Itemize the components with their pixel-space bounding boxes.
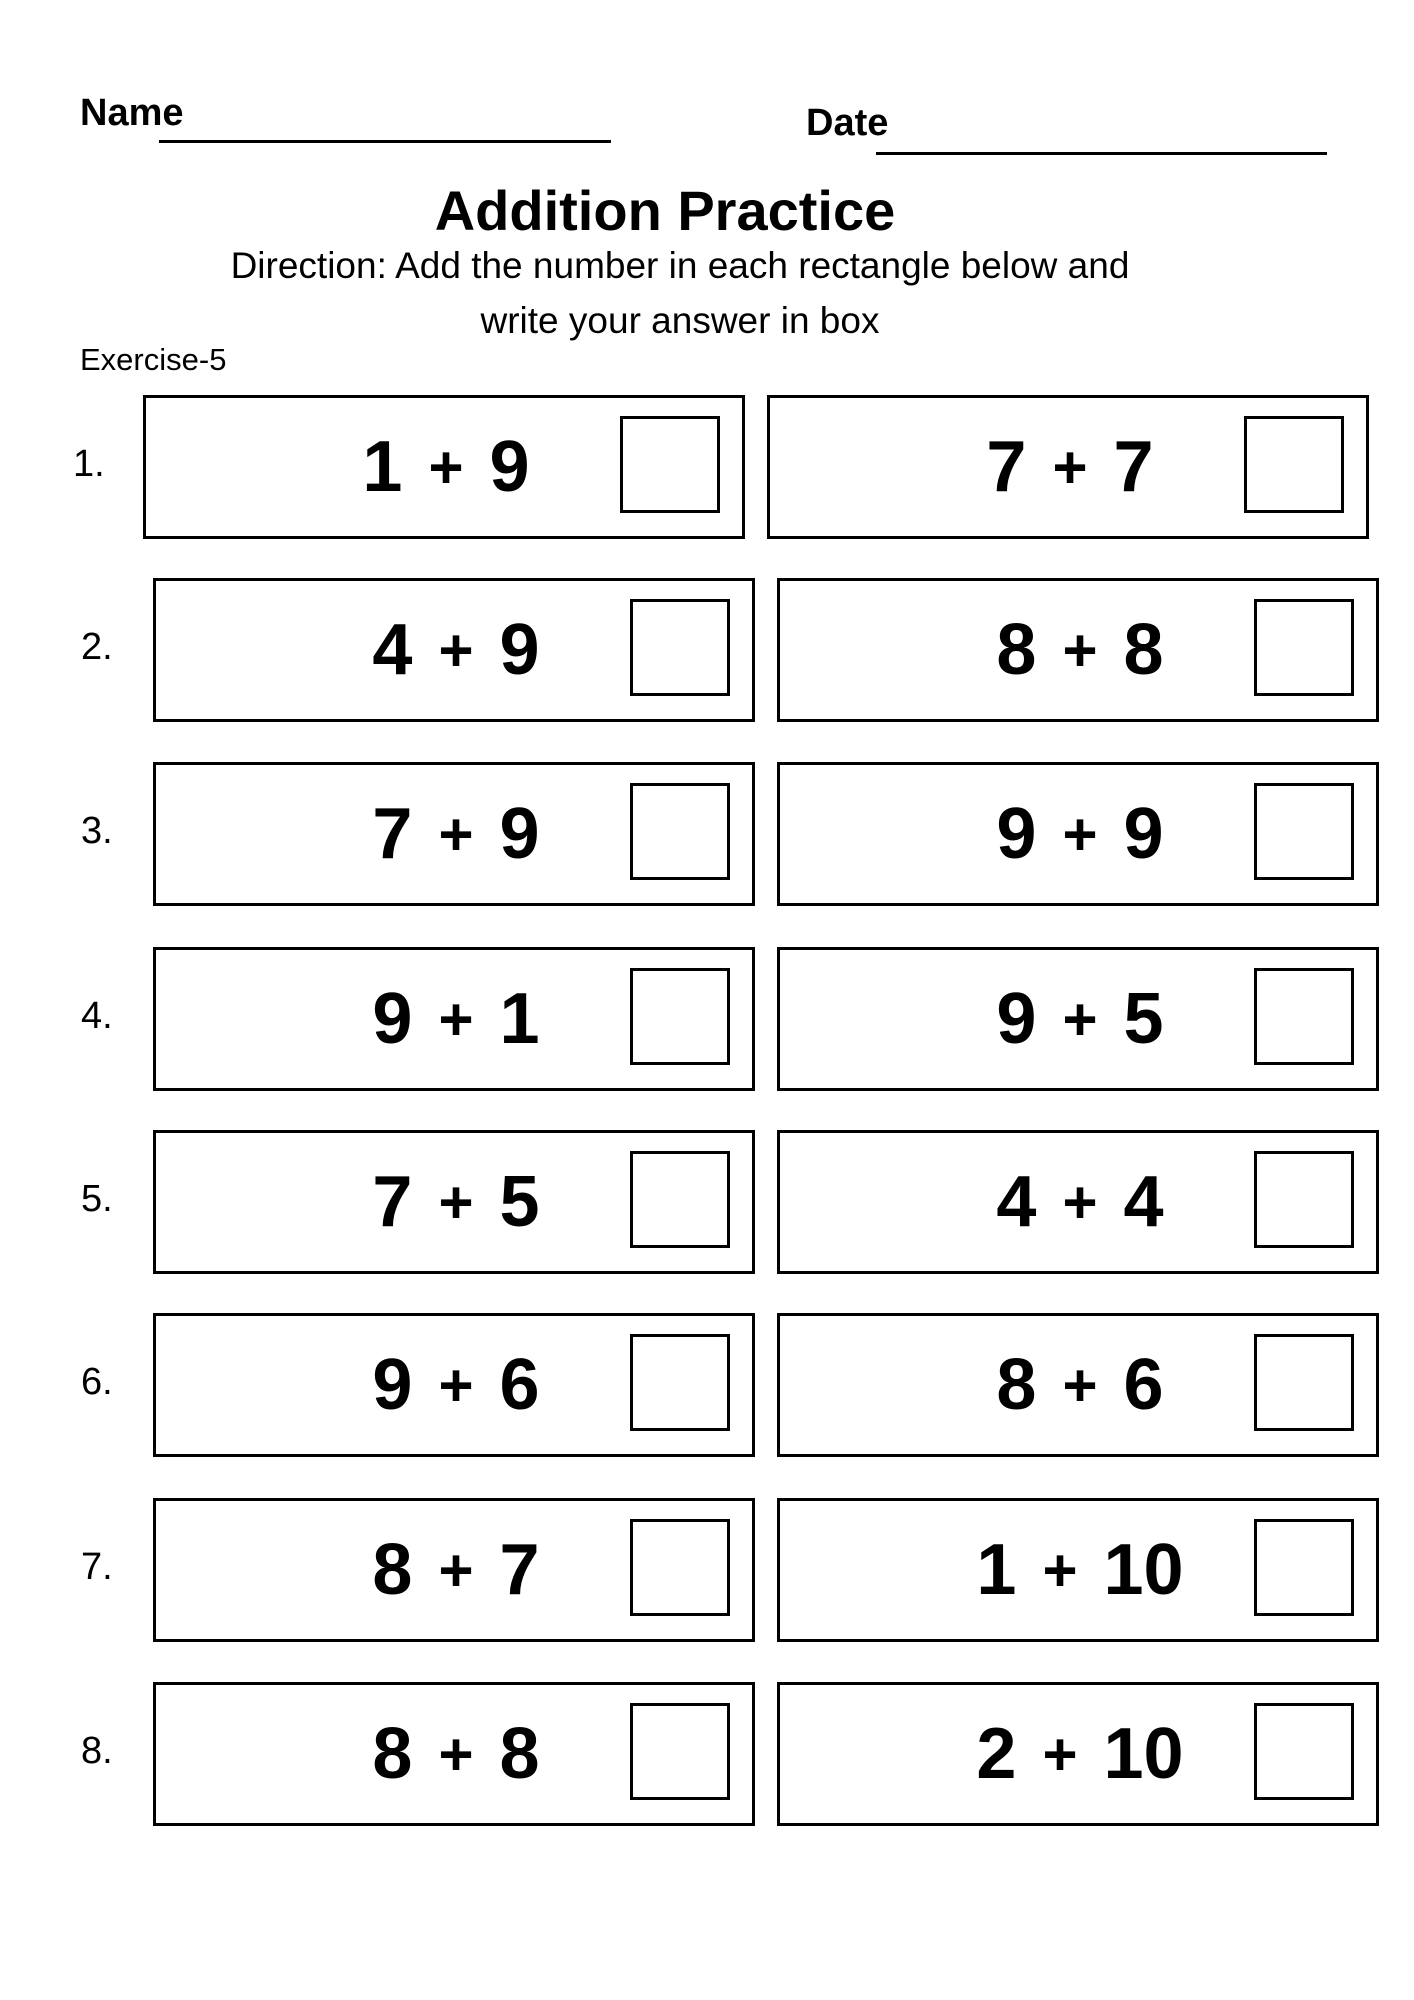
date-field-line[interactable] <box>876 152 1327 155</box>
equation <box>316 1133 596 1271</box>
operand-b: 5 <box>1123 979 1164 1059</box>
problem-number: 4. <box>81 995 113 1037</box>
plus-operator: + <box>438 800 474 868</box>
problem-box-right <box>777 578 1379 722</box>
problem-box-left <box>153 762 755 906</box>
operand-b: 9 <box>499 794 540 874</box>
problem-box-right <box>777 1313 1379 1457</box>
problem-number: 3. <box>81 810 113 852</box>
plus-operator: + <box>1062 1168 1098 1236</box>
operand-a: 8 <box>372 1714 413 1794</box>
equation <box>940 1501 1220 1639</box>
problem-box-left <box>153 947 755 1091</box>
equation <box>316 1501 596 1639</box>
operand-a: 4 <box>372 610 413 690</box>
date-label: Date <box>806 102 889 144</box>
equation <box>316 1685 596 1823</box>
exercise-label: Exercise-5 <box>80 342 227 377</box>
operand-b: 1 <box>499 979 540 1059</box>
name-field-line[interactable] <box>159 140 611 143</box>
direction-line-2: write your answer in box <box>480 300 880 341</box>
problem-box-right <box>777 1130 1379 1274</box>
plus-operator: + <box>438 1168 474 1236</box>
answer-box[interactable] <box>1254 1519 1354 1616</box>
problem-box-left <box>153 1498 755 1642</box>
problem-number: 1. <box>73 443 105 485</box>
operand-b: 5 <box>499 1162 540 1242</box>
answer-box[interactable] <box>1254 599 1354 696</box>
equation <box>940 1316 1220 1454</box>
operand-a: 4 <box>996 1162 1037 1242</box>
plus-operator: + <box>1062 800 1098 868</box>
answer-box[interactable] <box>1244 416 1344 513</box>
operand-b: 6 <box>1123 1345 1164 1425</box>
answer-box[interactable] <box>630 1334 730 1431</box>
problem-number: 2. <box>81 626 113 668</box>
answer-box[interactable] <box>630 599 730 696</box>
operand-b: 10 <box>1103 1714 1184 1794</box>
plus-operator: + <box>438 985 474 1053</box>
equation <box>940 950 1220 1088</box>
operand-a: 7 <box>372 1162 413 1242</box>
equation <box>306 398 586 536</box>
operand-a: 7 <box>986 427 1027 507</box>
problem-number: 8. <box>81 1730 113 1772</box>
equation <box>316 581 596 719</box>
problem-box-right <box>767 395 1369 539</box>
operand-b: 9 <box>489 427 530 507</box>
equation <box>940 1685 1220 1823</box>
answer-box[interactable] <box>620 416 720 513</box>
operand-a: 7 <box>372 794 413 874</box>
plus-operator: + <box>1052 433 1088 501</box>
problem-number: 5. <box>81 1178 113 1220</box>
problem-box-left <box>153 578 755 722</box>
operand-b: 7 <box>1113 427 1154 507</box>
equation <box>316 765 596 903</box>
equation <box>940 765 1220 903</box>
plus-operator: + <box>438 1536 474 1604</box>
plus-operator: + <box>438 616 474 684</box>
operand-b: 8 <box>499 1714 540 1794</box>
operand-a: 9 <box>996 979 1037 1059</box>
operand-a: 1 <box>976 1530 1017 1610</box>
equation <box>316 950 596 1088</box>
plus-operator: + <box>1062 1351 1098 1419</box>
answer-box[interactable] <box>1254 1151 1354 1248</box>
operand-a: 8 <box>996 610 1037 690</box>
operand-b: 10 <box>1103 1530 1184 1610</box>
answer-box[interactable] <box>630 783 730 880</box>
operand-a: 9 <box>372 1345 413 1425</box>
direction-line-1: Direction: Add the number in each rectangle below and <box>230 245 1130 286</box>
answer-box[interactable] <box>630 1703 730 1800</box>
equation <box>316 1316 596 1454</box>
answer-box[interactable] <box>630 1151 730 1248</box>
operand-a: 1 <box>362 427 403 507</box>
operand-a: 8 <box>996 1345 1037 1425</box>
operand-b: 6 <box>499 1345 540 1425</box>
problem-box-left <box>153 1682 755 1826</box>
problem-box-right <box>777 1682 1379 1826</box>
problem-number: 7. <box>81 1546 113 1588</box>
operand-b: 9 <box>1123 794 1164 874</box>
answer-box[interactable] <box>1254 1703 1354 1800</box>
plus-operator: + <box>1042 1536 1078 1604</box>
operand-a: 9 <box>996 794 1037 874</box>
equation <box>940 1133 1220 1271</box>
plus-operator: + <box>1062 985 1098 1053</box>
operand-a: 9 <box>372 979 413 1059</box>
operand-a: 8 <box>372 1530 413 1610</box>
plus-operator: + <box>428 433 464 501</box>
problem-box-left <box>143 395 745 539</box>
problem-number: 6. <box>81 1361 113 1403</box>
operand-a: 2 <box>976 1714 1017 1794</box>
answer-box[interactable] <box>1254 1334 1354 1431</box>
plus-operator: + <box>1062 616 1098 684</box>
operand-b: 9 <box>499 610 540 690</box>
operand-b: 4 <box>1123 1162 1164 1242</box>
name-label: Name <box>80 92 184 134</box>
problem-box-left <box>153 1313 755 1457</box>
plus-operator: + <box>438 1720 474 1788</box>
operand-b: 8 <box>1123 610 1164 690</box>
equation <box>940 581 1220 719</box>
plus-operator: + <box>1042 1720 1078 1788</box>
answer-box[interactable] <box>1254 783 1354 880</box>
plus-operator: + <box>438 1351 474 1419</box>
operand-b: 7 <box>499 1530 540 1610</box>
problem-box-left <box>153 1130 755 1274</box>
answer-box[interactable] <box>630 1519 730 1616</box>
answer-box[interactable] <box>630 968 730 1065</box>
equation <box>930 398 1210 536</box>
problem-box-right <box>777 1498 1379 1642</box>
problem-box-right <box>777 762 1379 906</box>
page-title: Addition Practice <box>434 179 896 242</box>
answer-box[interactable] <box>1254 968 1354 1065</box>
problem-box-right <box>777 947 1379 1091</box>
